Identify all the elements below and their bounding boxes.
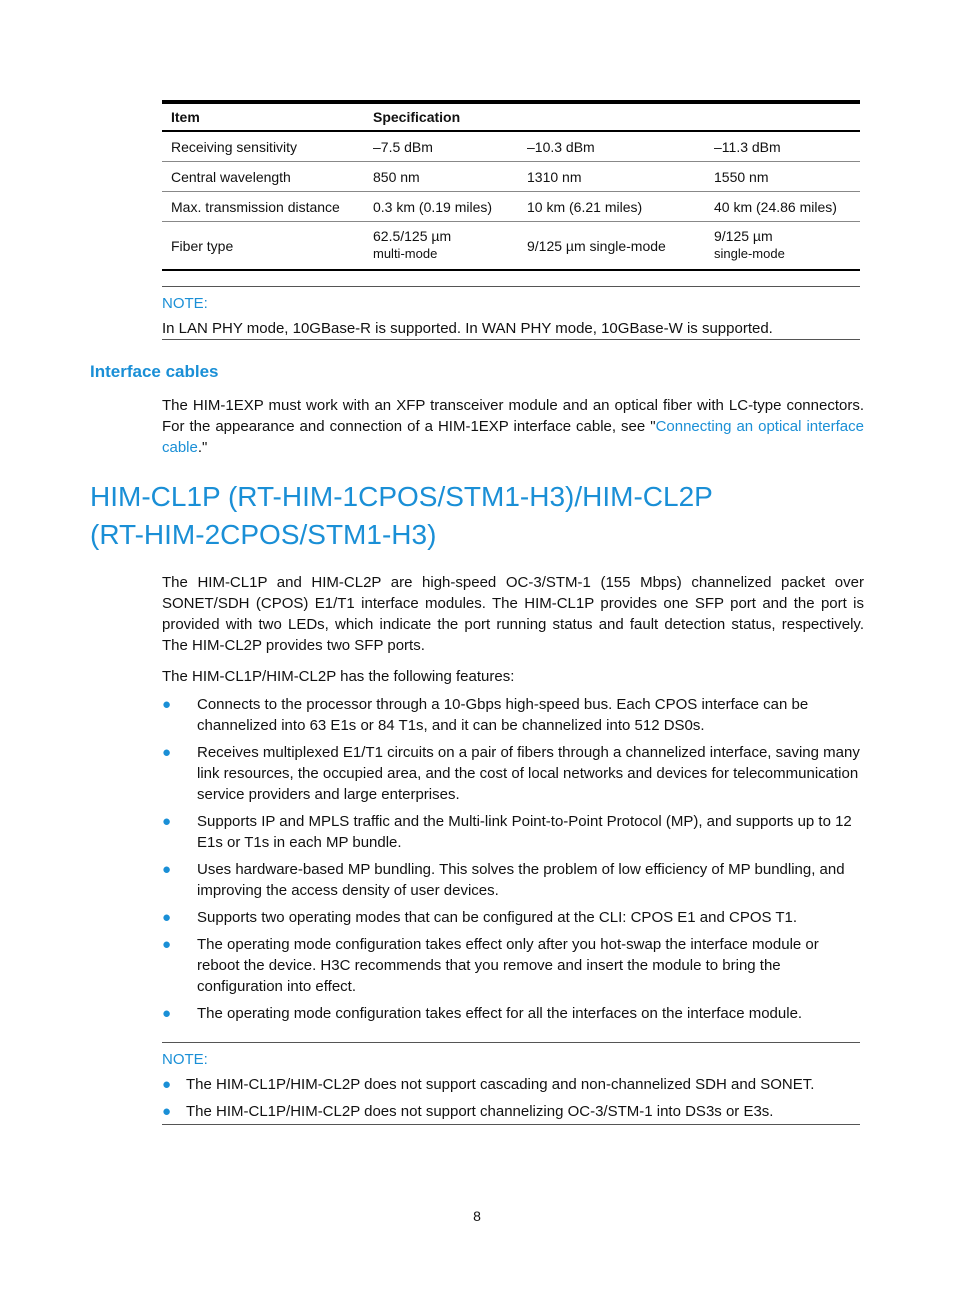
section-title-line: HIM-CL1P (RT-HIM-1CPOS/STM1-H3)/HIM-CL2P	[90, 481, 713, 512]
table-cell: 0.3 km (0.19 miles)	[364, 192, 518, 222]
bullet-icon: ●	[162, 909, 172, 926]
cell-line: 62.5/125 µm	[373, 228, 452, 244]
cell-line: multi-mode	[373, 246, 438, 261]
table-cell: –11.3 dBm	[705, 131, 860, 162]
list-item	[162, 811, 864, 853]
header-item: Item	[171, 109, 200, 125]
table-cell: 1310 nm	[518, 162, 705, 192]
note-label: NOTE:	[162, 1051, 208, 1068]
list-item	[162, 934, 864, 997]
list-item-text: Supports IP and MPLS traffic and the Multi-link Point-to-Point Protocol (MP), and supports up to 12 E1s or T1s in each MP bundle.	[197, 813, 852, 851]
bullet-icon: ●	[162, 813, 172, 830]
spec-table	[162, 100, 860, 271]
table-cell: Fiber type	[162, 222, 364, 271]
list-item-text: Connects to the processor through a 10-Gbps high-speed bus. Each CPOS interface can be channelized into 63 E1s or 84 T1s, and it can be channelized into 512 DS0s.	[197, 696, 809, 734]
features-intro: The HIM-CL1P/HIM-CL2P has the following features:	[162, 668, 515, 685]
page-number: 8	[473, 1208, 481, 1224]
bullet-icon: ●	[162, 696, 172, 713]
features-list	[162, 694, 864, 1030]
table-cell: 9/125 µm single-mode	[518, 222, 705, 271]
note-list	[162, 1074, 860, 1122]
list-item-text: Receives multiplexed E1/T1 circuits on a pair of fibers through a channelized interface, saving many link resources, the occupied area, and the cost of local networks and devices for telecommunication service providers and large enterprises.	[197, 744, 860, 803]
table-row	[162, 222, 860, 271]
note-text: In LAN PHY mode, 10GBase-R is supported. In WAN PHY mode, 10GBase-W is supported.	[162, 320, 773, 337]
table-cell: Receiving sensitivity	[162, 131, 364, 162]
note-box	[162, 286, 860, 340]
table-cell: 1550 nm	[705, 162, 860, 192]
bullet-icon: ●	[162, 1103, 172, 1120]
table-cell: –10.3 dBm	[518, 131, 705, 162]
paragraph-text: The HIM-1EXP must work with an XFP transceiver module and an optical fiber with LC-type connectors. For the appearance and connection of a HIM-1EXP interface cable, see "	[162, 397, 864, 435]
note-box	[162, 1042, 860, 1125]
cell-line: 9/125 µm	[714, 228, 773, 244]
note-top-rule	[162, 1042, 860, 1043]
cell-line: single-mode	[714, 246, 785, 261]
list-item	[162, 859, 864, 901]
list-item-text: Supports two operating modes that can be configured at the CLI: CPOS E1 and CPOS T1.	[197, 909, 798, 926]
list-item	[162, 1101, 860, 1122]
bullet-icon: ●	[162, 1005, 172, 1022]
note-bottom-rule	[162, 1124, 860, 1125]
table-cell: –7.5 dBm	[364, 131, 518, 162]
table-row	[162, 162, 860, 192]
connecting-optical-cable-link[interactable]: Connecting an optical interface cable	[162, 418, 864, 456]
table-cell: Max. transmission distance	[162, 192, 364, 222]
list-item-text: The operating mode configuration takes effect only after you hot-swap the interface module or reboot the device. H3C recommends that you remove and insert the module to bring the configuration into effect.	[197, 936, 819, 995]
table-row	[162, 192, 860, 222]
paragraph-text: ."	[197, 439, 208, 456]
section-title-line: (RT-HIM-2CPOS/STM1-H3)	[90, 519, 437, 550]
list-item	[162, 1074, 860, 1095]
list-item-text: The HIM-CL1P/HIM-CL2P does not support channelizing OC-3/STM-1 into DS3s or E3s.	[186, 1103, 774, 1120]
table-cell: 10 km (6.21 miles)	[518, 192, 705, 222]
table-cell: 850 nm	[364, 162, 518, 192]
section-title	[90, 478, 890, 554]
bullet-icon: ●	[162, 744, 172, 761]
table-cell: 40 km (24.86 miles)	[705, 192, 860, 222]
note-top-rule	[162, 286, 860, 287]
bullet-icon: ●	[162, 1076, 172, 1093]
interface-cables-paragraph	[162, 395, 864, 458]
bullet-icon: ●	[162, 936, 172, 953]
list-item	[162, 1003, 864, 1024]
list-item-text: The HIM-CL1P/HIM-CL2P does not support cascading and non-channelized SDH and SONET.	[186, 1076, 815, 1093]
bullet-icon: ●	[162, 861, 172, 878]
interface-cables-heading: Interface cables	[90, 362, 219, 381]
section-intro: The HIM-CL1P and HIM-CL2P are high-speed OC-3/STM-1 (155 Mbps) channelized packet over SONET/SDH (CPOS) E1/T1 interface modules. The HIM-CL1P provides one SFP port and the port is provided with two LEDs, which indicate the port running status and fault detection status, respectively. The HIM-CL2P provides two SFP ports.	[162, 574, 864, 654]
list-item-text: The operating mode configuration takes effect for all the interfaces on the interface module.	[197, 1005, 803, 1022]
list-item	[162, 742, 864, 805]
note-label: NOTE:	[162, 295, 208, 312]
table-cell	[364, 222, 518, 271]
table-cell	[705, 222, 860, 271]
list-item-text: Uses hardware-based MP bundling. This solves the problem of low efficiency of MP bundling, and improving the access density of user devices.	[197, 861, 845, 899]
table-header-row	[162, 102, 860, 131]
table-row	[162, 131, 860, 162]
note-bottom-rule	[162, 339, 860, 340]
list-item	[162, 694, 864, 736]
table-cell: Central wavelength	[162, 162, 364, 192]
header-specification: Specification	[373, 109, 461, 125]
list-item	[162, 907, 864, 928]
